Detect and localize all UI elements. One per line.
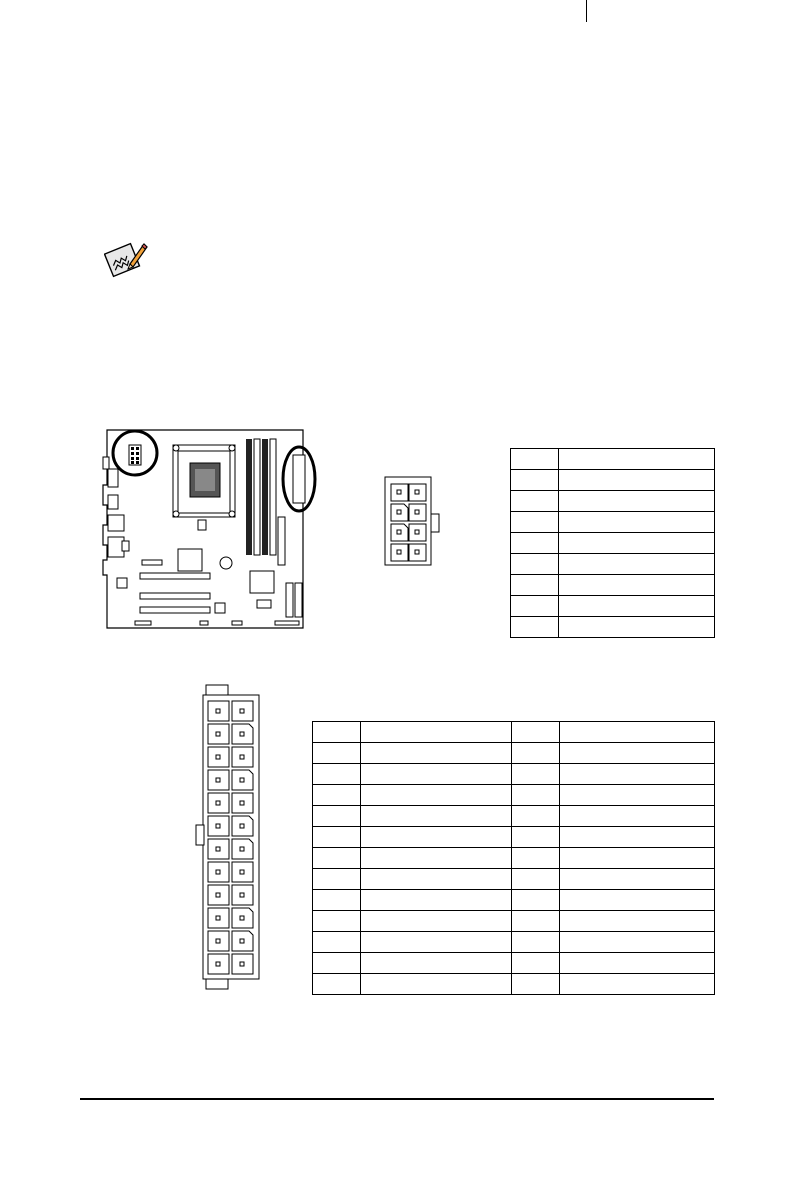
table-row [313, 827, 715, 848]
note-pencil-icon [104, 238, 148, 278]
table-row [511, 533, 715, 554]
atx12v-connector-drawing [384, 476, 440, 568]
atx-24pin-connector-drawing [194, 683, 264, 993]
table-row [511, 596, 715, 617]
table-row [313, 785, 715, 806]
table-row [511, 470, 715, 491]
table-row [313, 848, 715, 869]
table-row [511, 512, 715, 533]
table-row [313, 974, 715, 995]
table-row [511, 554, 715, 575]
table-row [511, 575, 715, 596]
table-row [313, 932, 715, 953]
table-row [511, 491, 715, 512]
atx12v-pin-table [510, 448, 715, 638]
table-row [313, 806, 715, 827]
motherboard-layout-diagram [100, 425, 332, 635]
table-row [313, 743, 715, 764]
table-row [313, 764, 715, 785]
table-row [511, 449, 715, 470]
table-row [313, 869, 715, 890]
table-row [511, 617, 715, 638]
table-row [313, 890, 715, 911]
footer-rule [80, 1098, 714, 1100]
page-top-tick-line [586, 0, 587, 22]
table-row [313, 722, 715, 743]
table-row [313, 911, 715, 932]
table-row [313, 953, 715, 974]
atx-24pin-table [312, 721, 715, 995]
